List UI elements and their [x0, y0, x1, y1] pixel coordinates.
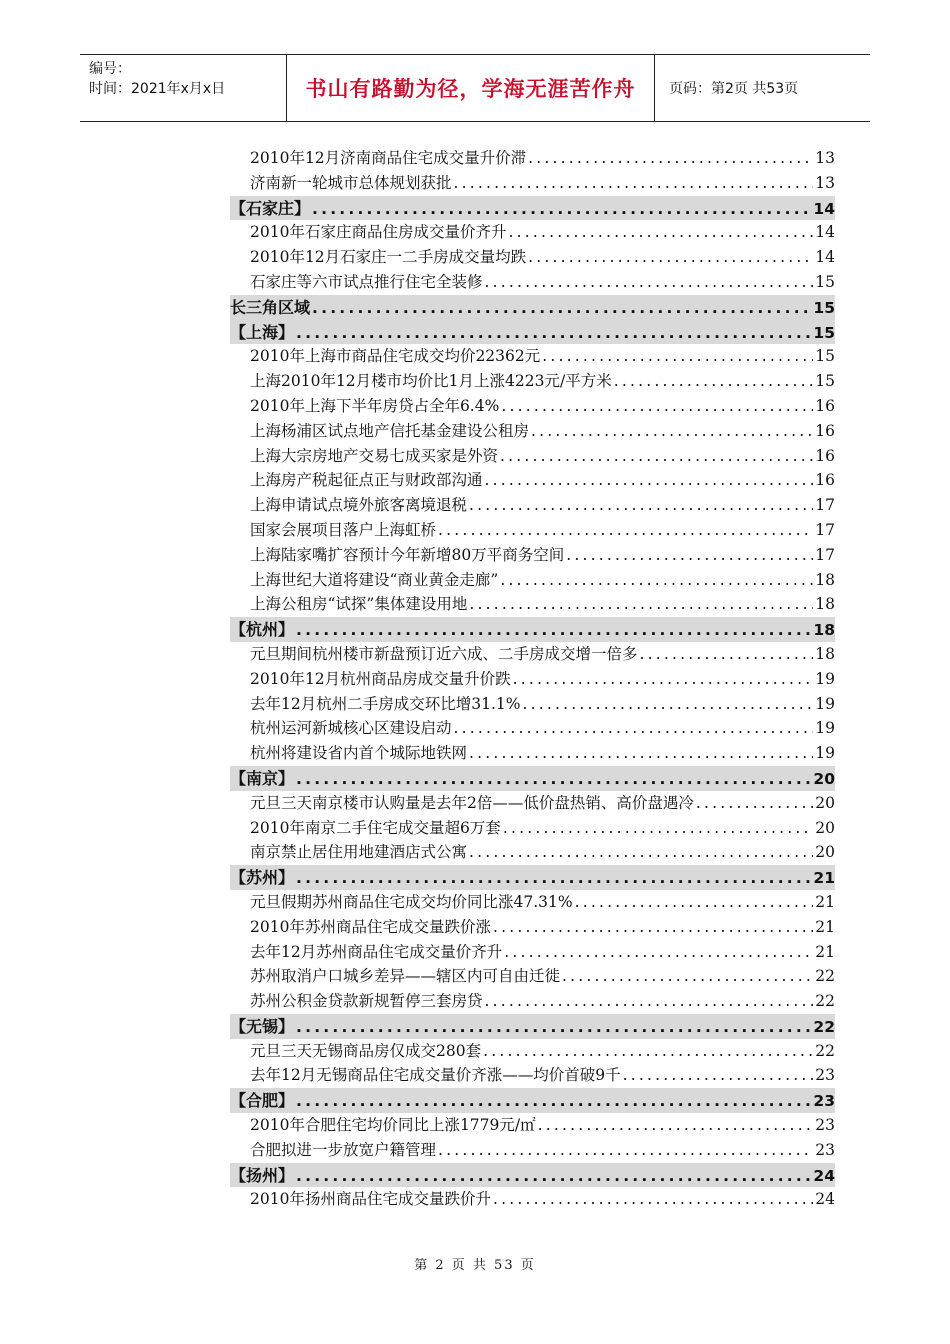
toc-dot-leader [438, 1141, 813, 1159]
toc-page-number: 21 [815, 917, 835, 936]
toc-entry-title: 杭州运河新城核心区建设启动 [250, 719, 452, 738]
toc-entry-title: 【苏州】 [230, 868, 295, 888]
toc-entry-title: 长三角区域 [230, 297, 311, 317]
toc-dot-leader [562, 967, 813, 985]
toc-dot-leader [469, 595, 813, 613]
toc-page-number: 24 [815, 1190, 835, 1209]
toc-entry-title: 【上海】 [230, 322, 295, 342]
toc-entry[interactable] [230, 518, 835, 543]
toc-section-heading[interactable] [230, 766, 835, 791]
doc-date-label: 时间：2021年x月x日 [89, 81, 226, 97]
toc-entry[interactable] [230, 1039, 835, 1064]
toc-page-number: 17 [815, 545, 835, 564]
toc-dot-leader [469, 843, 813, 861]
toc-dot-leader [485, 471, 814, 489]
toc-page-number: 21 [815, 892, 835, 911]
toc-page-number: 19 [815, 669, 835, 688]
toc-entry-title: 2010年上海市商品住宅成交均价22362元 [250, 347, 541, 366]
toc-dot-leader [508, 223, 813, 241]
toc-page-number: 20 [813, 769, 835, 788]
toc-page-number: 14 [815, 223, 835, 242]
toc-page-number: 16 [815, 471, 835, 490]
toc-page-number: 15 [815, 347, 835, 366]
toc-page-number: 15 [815, 372, 835, 391]
toc-entry[interactable] [230, 468, 835, 493]
toc-page-number: 23 [815, 1116, 835, 1135]
toc-entry-title: 石家庄等六市试点推行住宅全装修 [250, 272, 483, 291]
toc-page-number: 20 [815, 793, 835, 812]
toc-dot-leader [469, 496, 813, 514]
toc-dot-leader [485, 992, 814, 1010]
toc-dot-leader [500, 571, 813, 589]
toc-page-number: 24 [813, 1166, 835, 1185]
toc-entry[interactable] [230, 444, 835, 469]
toc-page-number: 18 [815, 570, 835, 589]
toc-dot-leader [296, 621, 811, 639]
toc-entry-title: 上海房产税起征点正与财政部沟通 [250, 471, 483, 490]
toc-page-number: 13 [815, 149, 835, 167]
toc-page-number: 15 [815, 272, 835, 291]
toc-entry-title: 【石家庄】 [230, 198, 311, 218]
toc-entry-title: 【南京】 [230, 768, 295, 788]
toc-entry[interactable] [230, 344, 835, 369]
toc-entry-title: 【合肥】 [230, 1091, 295, 1111]
header-page-info: 页码：第2页 共53页 [669, 81, 799, 97]
page-header [80, 54, 870, 122]
toc-entry-title: 2010年合肥住宅均价同比上涨1779元/㎡ [250, 1116, 536, 1135]
toc-section-heading[interactable] [230, 196, 835, 221]
toc-dot-leader [522, 695, 813, 713]
toc-entry-title: 2010年石家庄商品住房成交量价齐升 [250, 223, 507, 242]
toc-entry[interactable] [230, 1187, 835, 1212]
toc-page-number: 19 [815, 719, 835, 738]
toc-entry[interactable] [230, 1113, 835, 1138]
toc-page-number: 22 [813, 1017, 835, 1036]
toc-entry-title: 元旦三天无锡商品房仅成交280套 [250, 1041, 482, 1060]
toc-entry[interactable] [230, 394, 835, 419]
toc-entry[interactable] [230, 245, 835, 270]
toc-page-number: 23 [815, 1066, 835, 1085]
toc-entry[interactable] [230, 642, 835, 667]
page-footer: 第 2 页 共 53 页 [414, 1258, 536, 1273]
toc-entry[interactable] [230, 840, 835, 865]
toc-entry[interactable] [230, 964, 835, 989]
toc-entry-title: 2010年12月杭州商品房成交量升价跌 [250, 669, 511, 688]
header-motto: 书山有路勤为径，学海无涯苦作舟 [287, 55, 655, 121]
toc-page-number: 16 [815, 446, 835, 465]
toc-dot-leader [566, 546, 813, 564]
toc-dot-leader [542, 347, 813, 365]
toc-page-number: 15 [813, 298, 835, 317]
toc-entry-title: 济南新一轮城市总体规划获批 [250, 173, 452, 192]
header-meta [80, 55, 287, 121]
toc-section-heading[interactable] [230, 865, 835, 890]
toc-dot-leader [469, 744, 813, 762]
toc-page-number: 19 [815, 744, 835, 763]
toc-entry-title: 2010年扬州商品住宅成交量跌价升 [250, 1190, 491, 1209]
toc-entry[interactable] [230, 220, 835, 245]
toc-dot-leader [528, 149, 813, 167]
toc-dot-leader [513, 670, 814, 688]
toc-section-heading[interactable] [230, 1163, 835, 1188]
toc-page-number: 14 [813, 199, 835, 218]
toc-dot-leader [438, 521, 813, 539]
toc-entry-title: 国家会展项目落户上海虹桥 [250, 520, 437, 539]
toc-page-number: 23 [815, 1140, 835, 1159]
toc-entry[interactable] [230, 146, 835, 171]
toc-page-number: 18 [815, 595, 835, 614]
toc-dot-leader [575, 893, 814, 911]
toc-entry[interactable] [230, 543, 835, 568]
toc-entry[interactable] [230, 791, 835, 816]
toc-dot-leader [531, 422, 813, 440]
toc-dot-leader [296, 770, 811, 788]
toc-dot-leader [493, 918, 813, 936]
toc-entry[interactable] [230, 890, 835, 915]
toc-entry-title: 上海公租房“试探”集体建设用地 [250, 595, 468, 614]
toc-page-number: 14 [815, 248, 835, 267]
toc-page-number: 15 [813, 323, 835, 342]
toc-entry[interactable] [230, 171, 835, 196]
toc-dot-leader [312, 299, 811, 317]
toc-entry-title: 【杭州】 [230, 620, 295, 640]
toc-page-number: 16 [815, 421, 835, 440]
toc-dot-leader [296, 1167, 811, 1185]
toc-entry[interactable] [230, 592, 835, 617]
toc-dot-leader [454, 719, 814, 737]
toc-entry-title: 南京禁止居住用地建酒店式公寓 [250, 843, 468, 862]
toc-entry-title: 2010年12月石家庄一二手房成交量均跌 [250, 248, 527, 267]
toc-page-number: 20 [815, 843, 835, 862]
toc-entry-title: 上海陆家嘴扩容预计今年新增80万平商务空间 [250, 545, 565, 564]
toc-entry-title: 合肥拟进一步放宽户籍管理 [250, 1140, 437, 1159]
toc-page-number: 20 [815, 818, 835, 837]
toc-entry-title: 去年12月苏州商品住宅成交量价齐升 [250, 942, 503, 961]
toc-entry-title: 去年12月杭州二手房成交环比增31.1% [250, 694, 521, 713]
toc-entry-title: 元旦期间杭州楼市新盘预订近六成、二手房成交增一倍多 [250, 644, 638, 663]
toc-entry-title: 2010年南京二手住宅成交量超6万套 [250, 818, 501, 837]
toc-entry-title: 【扬州】 [230, 1165, 295, 1185]
doc-number-label: 编号： [89, 61, 131, 77]
toc-dot-leader [454, 174, 814, 192]
toc-page-number: 23 [813, 1092, 835, 1111]
toc-dot-leader [538, 1116, 814, 1134]
toc-entry[interactable] [230, 716, 835, 741]
toc-dot-leader [296, 1018, 811, 1036]
toc-page-number: 19 [815, 694, 835, 713]
toc-entry-title: 2010年12月济南商品住宅成交量升价滞 [250, 149, 527, 167]
toc-entry[interactable] [230, 692, 835, 717]
toc-entry[interactable] [230, 419, 835, 444]
toc-dot-leader [640, 645, 814, 663]
toc-entry-title: 苏州公积金贷款新规暂停三套房贷 [250, 992, 483, 1011]
toc-entry[interactable] [230, 1063, 835, 1088]
toc-section-heading[interactable] [230, 1088, 835, 1113]
toc-entry-title: 上海2010年12月楼市均价比1月上涨4223元/平方米 [250, 372, 612, 391]
toc-entry[interactable] [230, 816, 835, 841]
toc-page-number: 17 [815, 496, 835, 515]
toc-entry-title: 元旦三天南京楼市认购量是去年2倍——低价盘热销、高价盘遇冷 [250, 793, 694, 812]
toc-dot-leader [503, 819, 813, 837]
toc-page-number: 18 [815, 644, 835, 663]
toc-dot-leader [485, 273, 814, 291]
toc-entry[interactable] [230, 989, 835, 1014]
toc-page-number: 22 [815, 967, 835, 986]
toc-entry[interactable] [230, 667, 835, 692]
toc-entry-title: 2010年苏州商品住宅成交量跌价涨 [250, 917, 491, 936]
toc-page-number: 21 [815, 942, 835, 961]
toc-entry[interactable] [230, 369, 835, 394]
toc-entry[interactable] [230, 270, 835, 295]
toc-entry-title: 元旦假期苏州商品住宅成交均价同比涨47.31% [250, 892, 573, 911]
toc-entry-title: 上海世纪大道将建设“商业黄金走廊” [250, 570, 499, 589]
toc-dot-leader [623, 1066, 814, 1084]
table-of-contents [230, 146, 835, 1212]
toc-entry[interactable] [230, 1138, 835, 1163]
toc-entry[interactable] [230, 568, 835, 593]
toc-entry-title: 【无锡】 [230, 1016, 295, 1036]
toc-dot-leader [296, 324, 811, 342]
toc-entry[interactable] [230, 915, 835, 940]
toc-entry-title: 2010年上海下半年房贷占全年6.4% [250, 396, 500, 415]
toc-section-heading[interactable] [230, 320, 835, 345]
toc-section-heading[interactable] [230, 295, 835, 320]
toc-dot-leader [312, 200, 811, 218]
toc-page-number: 16 [815, 396, 835, 415]
toc-page-number: 13 [815, 173, 835, 192]
toc-entry-title: 上海杨浦区试点地产信托基金建设公租房 [250, 421, 530, 440]
toc-dot-leader [501, 397, 813, 415]
toc-entry[interactable] [230, 493, 835, 518]
toc-dot-leader [483, 1042, 813, 1060]
toc-dot-leader [614, 372, 814, 390]
toc-dot-leader [528, 248, 813, 266]
toc-entry[interactable] [230, 940, 835, 965]
toc-page-number: 18 [813, 621, 835, 640]
toc-entry-title: 杭州将建设省内首个城际地铁网 [250, 744, 468, 763]
toc-entry-title: 苏州取消户口城乡差异——辖区内可自由迁徙 [250, 967, 561, 986]
toc-dot-leader [504, 943, 813, 961]
toc-page-number: 22 [815, 992, 835, 1011]
toc-page-number: 21 [813, 869, 835, 888]
toc-section-heading[interactable] [230, 1014, 835, 1039]
toc-dot-leader [296, 869, 811, 887]
toc-page-number: 17 [815, 520, 835, 539]
toc-section-heading[interactable] [230, 617, 835, 642]
toc-dot-leader [296, 1092, 811, 1110]
toc-entry[interactable] [230, 741, 835, 766]
toc-entry-title: 去年12月无锡商品住宅成交量价齐涨——均价首破9千 [250, 1066, 621, 1085]
toc-dot-leader [493, 1190, 813, 1208]
toc-page-number: 22 [815, 1041, 835, 1060]
toc-entry-title: 上海申请试点境外旅客离境退税 [250, 496, 468, 515]
toc-entry-title: 上海大宗房地产交易七成买家是外资 [250, 446, 499, 465]
toc-dot-leader [696, 794, 813, 812]
toc-dot-leader [500, 447, 813, 465]
